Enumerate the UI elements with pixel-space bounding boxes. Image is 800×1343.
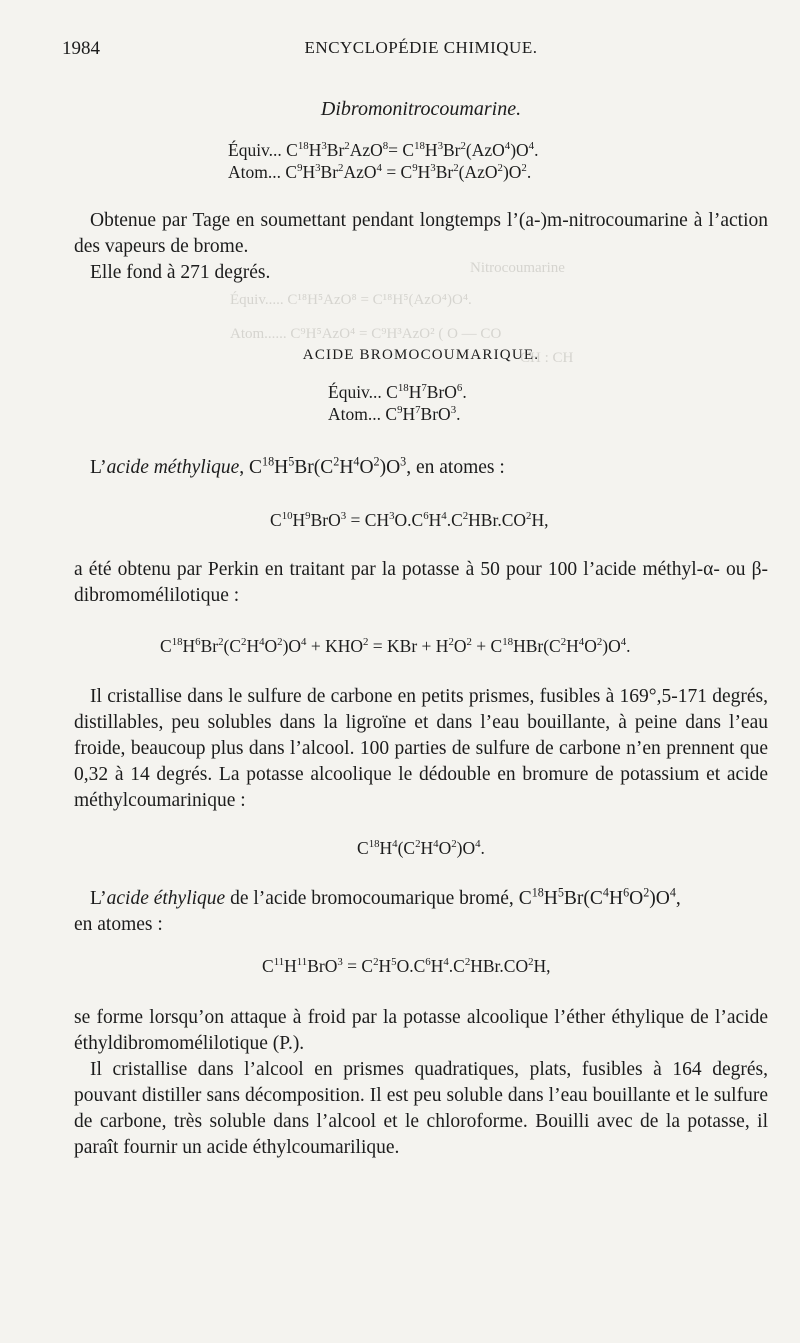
formula-display: $C^{10}H^9BrO^3 = CH^3O.C^6H^4.C^2HBr.CO^2H$, — [270, 510, 549, 530]
formula-equiv: Équiv... $C^{18}H^7BrO^6$. — [328, 382, 467, 402]
paragraph: a été obtenu par Perkin en traitant par la potasse à 50 pour 100 l’acide méthyl-α- ou β-dibromomélilotique : — [74, 559, 768, 606]
formula-label: Atom... — [328, 404, 381, 424]
formula-atom: Atom... $C^9H^7BrO^3$. — [328, 404, 461, 424]
bleed-through-text: Atom...... C⁹H⁵AzO⁴ = C⁹H³AzO² ( O — CO — [230, 326, 502, 342]
running-title: ENCYCLOPÉDIE CHIMIQUE. — [304, 38, 538, 57]
formula-label: Équiv... — [328, 382, 382, 402]
paragraph: L’acide éthylique de l’acide bromocoumarique bromé, $C^{18}H^5Br(C^4H^6O^2)O^4$, — [90, 885, 681, 909]
section-heading: ACIDE BROMOCOUMARIQUE. — [302, 347, 540, 363]
page-header — [62, 38, 760, 62]
formula-label: Atom... — [228, 162, 281, 182]
formula-display: $C^{18}H^4(C^2H^4O^2)O^4$. — [357, 838, 485, 858]
text-span: L’ — [90, 888, 107, 909]
italic-term: acide éthylique — [106, 888, 226, 909]
italic-term: acide méthylique — [106, 457, 240, 478]
paragraph: Il cristallise dans le sulfure de carbone en petits prismes, fusibles à 169°,5-171 degrés, distillables, peu solubles dans la ligroïne et dans l’eau bouillante, à peine dans l’eau froide, beaucoup plus dans l’alcool. 100 parties de sulfure de carbone n’en prennent que 0,32 à 14 degrés. La potasse alcoolique le dédouble en bromure de potassium et acide méthylcoumarinique : — [74, 686, 768, 811]
text-span: L’ — [90, 457, 107, 478]
paragraph: L’acide méthylique, $C^{18}H^5Br(C^2H^4O^2)O^3$, en atomes : — [90, 454, 505, 478]
bleed-through-text: Nitrocoumarine — [470, 260, 565, 276]
formula-label: Équiv... — [228, 140, 282, 160]
formula-equiv: Équiv... $C^{18}H^3Br^2AzO^8= C^{18}H^3Br^2(AzO^4)O^4$. — [228, 140, 539, 160]
paragraph: Obtenue par Tage en soumettant pendant longtemps l’(a-)m-nitrocoumarine à l’action des vapeurs de brome. — [74, 210, 768, 257]
text-span: , en atomes : — [406, 457, 505, 478]
paragraph: Elle fond à 271 degrés. — [90, 262, 271, 283]
paragraph-continuation: en atomes : — [74, 914, 163, 935]
section-title: Dibromonitrocoumarine. — [320, 98, 522, 120]
bleed-through-text: Équiv..... C¹⁸H⁵AzO⁸ = C¹⁸H⁵(AzO⁴)O⁴. — [230, 292, 472, 308]
paragraph: se forme lorsqu’on attaque à froid par la potasse alcoolique l’éther éthylique de l’acide éthyldibromomélilotique (P.). — [74, 1007, 768, 1054]
formula-atom: Atom... $C^9H^3Br^2AzO^4 = C^9H^3Br^2(AzO^2)O^2$. — [228, 162, 532, 182]
text-span: de l’acide bromocoumarique bromé, — [225, 888, 514, 909]
paragraph: Il cristallise dans l’alcool en prismes quadratiques, plats, fusibles à 164 degrés, pouvant distiller sans décomposition. Il est peu soluble dans l’eau bouillante et le sulfure de carbone, très soluble dans l’alcool et le chloroforme. Bouilli avec de la potasse, il paraît fournir un acide éthylcoumarilique. — [74, 1059, 768, 1158]
formula-reaction: $C^{18}H^6Br^2(C^2H^4O^2)O^4 + KHO^2$ = KBr + $H^2O^2 + C^{18}HBr(C^2H^4O^2)O^4$. — [160, 636, 631, 656]
page-number: 1984 — [62, 38, 100, 59]
bleed-through-text: CH : CH — [520, 350, 574, 366]
formula-display: $C^{11}H^{11}BrO^3 = C^2H^5O.C^6H^4.C^2HBr.CO^2H$, — [262, 956, 551, 976]
